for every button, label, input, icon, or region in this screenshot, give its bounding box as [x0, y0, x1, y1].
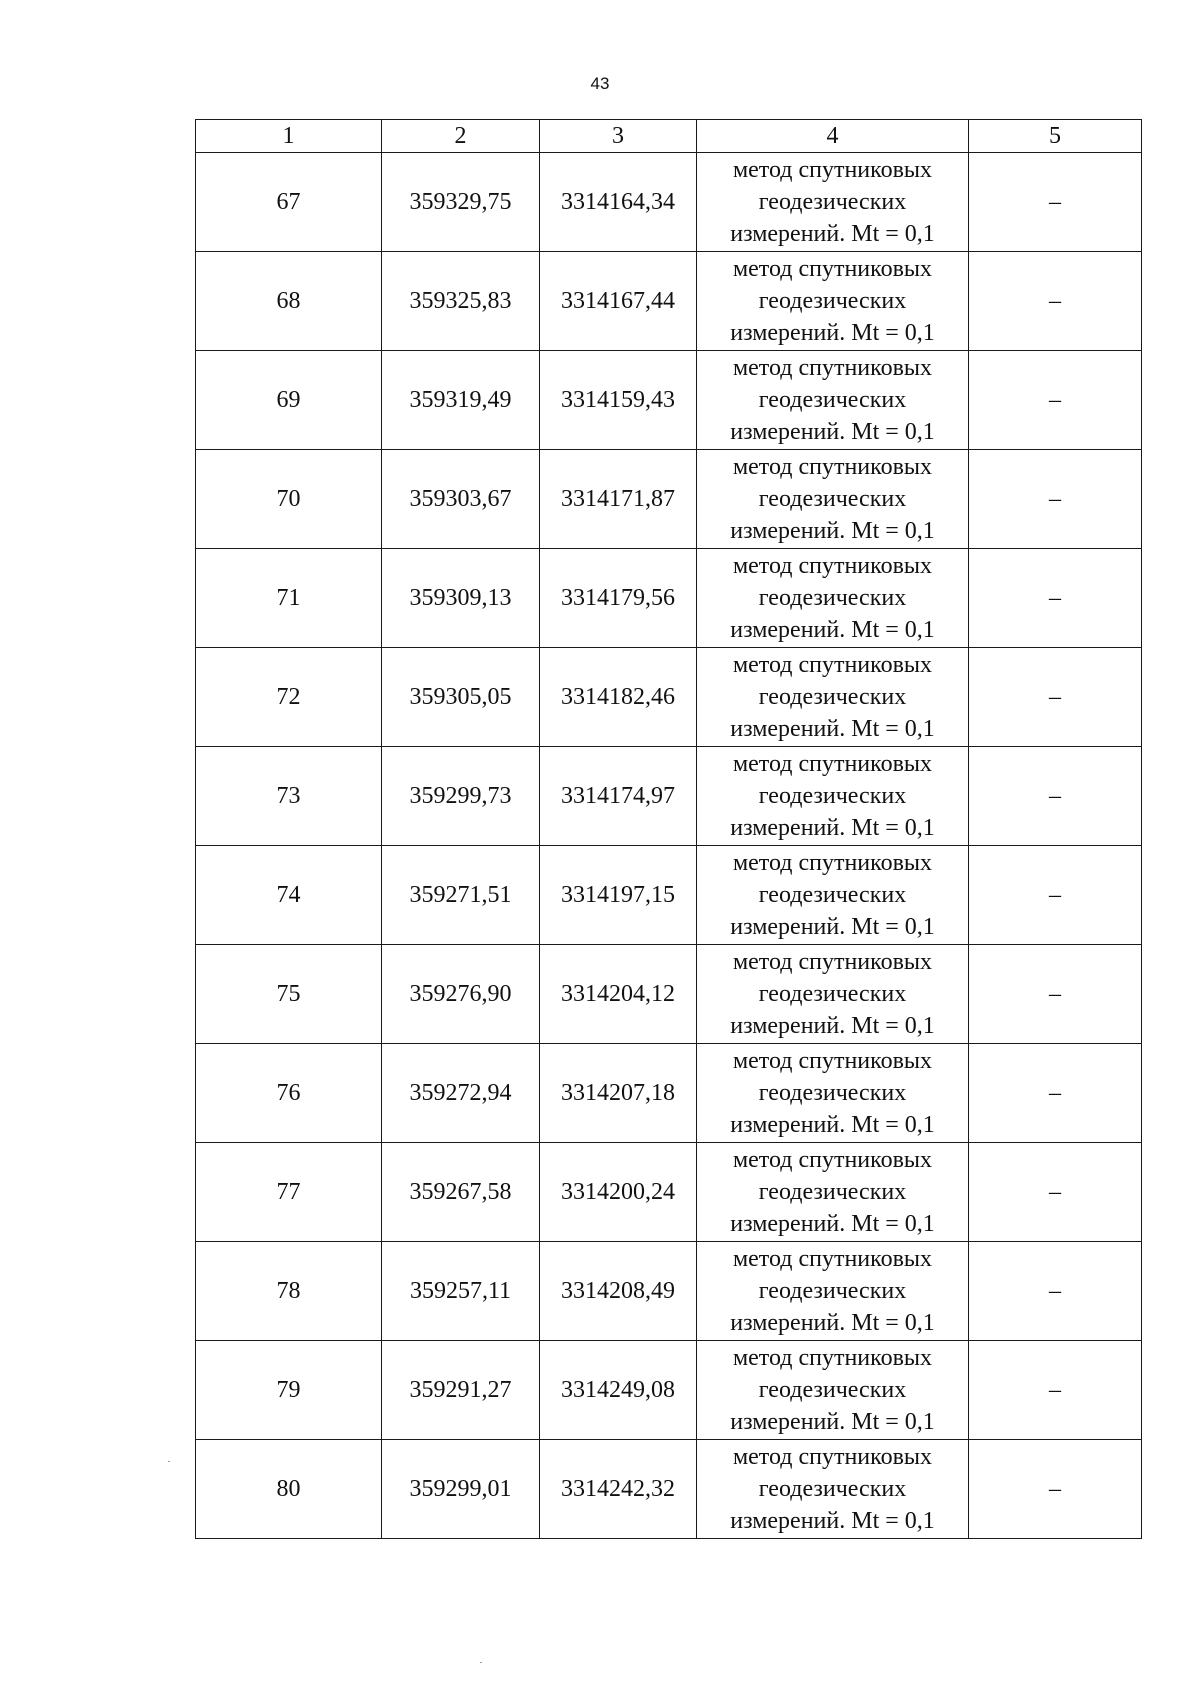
note-cell: –	[969, 1440, 1142, 1539]
method-cell	[697, 1440, 969, 1539]
x-coordinate-cell: 359325,83	[382, 252, 540, 351]
table-row	[196, 153, 1142, 252]
point-number-cell: 77	[196, 1143, 382, 1242]
method-line: геодезических	[758, 981, 907, 1007]
x-coordinate-cell: 359272,94	[382, 1044, 540, 1143]
header-col-2: 2	[382, 120, 540, 153]
method-line: геодезических	[758, 1476, 907, 1502]
point-number-cell: 75	[196, 945, 382, 1044]
method-line: геодезических	[758, 189, 907, 215]
method-line: измерений. Mt = 0,1	[730, 716, 935, 742]
note-cell: –	[969, 252, 1142, 351]
method-line: измерений. Mt = 0,1	[730, 617, 935, 643]
table-row	[196, 747, 1142, 846]
x-coordinate-cell: 359303,67	[382, 450, 540, 549]
method-cell	[697, 1143, 969, 1242]
method-line: метод спутниковых	[732, 1246, 933, 1272]
method-line: измерений. Mt = 0,1	[730, 1112, 935, 1138]
method-cell	[697, 747, 969, 846]
point-number-cell: 74	[196, 846, 382, 945]
method-cell	[697, 450, 969, 549]
point-number-cell: 69	[196, 351, 382, 450]
table-row	[196, 846, 1142, 945]
method-line: метод спутниковых	[732, 751, 933, 777]
point-number-cell: 68	[196, 252, 382, 351]
method-cell	[697, 1341, 969, 1440]
table-row	[196, 549, 1142, 648]
method-cell	[697, 252, 969, 351]
note-cell: –	[969, 945, 1142, 1044]
method-line: геодезических	[758, 1278, 907, 1304]
note-cell: –	[969, 153, 1142, 252]
point-number-cell: 71	[196, 549, 382, 648]
x-coordinate-cell: 359309,13	[382, 549, 540, 648]
y-coordinate-cell: 3314179,56	[540, 549, 697, 648]
method-line: геодезических	[758, 882, 907, 908]
method-line: метод спутниковых	[732, 1147, 933, 1173]
header-col-5: 5	[969, 120, 1142, 153]
y-coordinate-cell: 3314164,34	[540, 153, 697, 252]
y-coordinate-cell: 3314204,12	[540, 945, 697, 1044]
scan-speck	[168, 1461, 170, 1462]
method-line: измерений. Mt = 0,1	[730, 1409, 935, 1435]
method-cell	[697, 549, 969, 648]
method-line: геодезических	[758, 684, 907, 710]
y-coordinate-cell: 3314171,87	[540, 450, 697, 549]
x-coordinate-cell: 359271,51	[382, 846, 540, 945]
method-line: геодезических	[758, 1377, 907, 1403]
x-coordinate-cell: 359276,90	[382, 945, 540, 1044]
note-cell: –	[969, 1143, 1142, 1242]
method-cell	[697, 945, 969, 1044]
note-cell: –	[969, 648, 1142, 747]
method-line: метод спутниковых	[732, 652, 933, 678]
method-cell	[697, 153, 969, 252]
method-line: измерений. Mt = 0,1	[730, 1013, 935, 1039]
method-line: измерений. Mt = 0,1	[730, 320, 935, 346]
method-line: измерений. Mt = 0,1	[730, 914, 935, 940]
note-cell: –	[969, 549, 1142, 648]
header-col-3: 3	[540, 120, 697, 153]
method-cell	[697, 648, 969, 747]
scan-speck	[480, 1662, 482, 1663]
x-coordinate-cell: 359319,49	[382, 351, 540, 450]
x-coordinate-cell: 359299,01	[382, 1440, 540, 1539]
table-header	[196, 120, 1142, 153]
header-col-1: 1	[196, 120, 382, 153]
y-coordinate-cell: 3314249,08	[540, 1341, 697, 1440]
method-line: геодезических	[758, 486, 907, 512]
method-cell	[697, 1044, 969, 1143]
method-line: геодезических	[758, 288, 907, 314]
table-body	[196, 153, 1142, 1539]
method-line: метод спутниковых	[732, 157, 933, 183]
x-coordinate-cell: 359267,58	[382, 1143, 540, 1242]
y-coordinate-cell: 3314242,32	[540, 1440, 697, 1539]
note-cell: –	[969, 1341, 1142, 1440]
x-coordinate-cell: 359257,11	[382, 1242, 540, 1341]
point-number-cell: 79	[196, 1341, 382, 1440]
x-coordinate-cell: 359291,27	[382, 1341, 540, 1440]
method-line: метод спутниковых	[732, 355, 933, 381]
method-cell	[697, 1242, 969, 1341]
y-coordinate-cell: 3314174,97	[540, 747, 697, 846]
table-row	[196, 252, 1142, 351]
table-row	[196, 648, 1142, 747]
table-row	[196, 1242, 1142, 1341]
method-line: измерений. Mt = 0,1	[730, 1310, 935, 1336]
y-coordinate-cell: 3314197,15	[540, 846, 697, 945]
method-cell	[697, 846, 969, 945]
method-line: метод спутниковых	[732, 256, 933, 282]
method-line: измерений. Mt = 0,1	[730, 1508, 935, 1534]
method-line: геодезических	[758, 585, 907, 611]
y-coordinate-cell: 3314167,44	[540, 252, 697, 351]
method-line: геодезических	[758, 1080, 907, 1106]
note-cell: –	[969, 1044, 1142, 1143]
table-row	[196, 1341, 1142, 1440]
y-coordinate-cell: 3314182,46	[540, 648, 697, 747]
point-number-cell: 73	[196, 747, 382, 846]
header-col-4: 4	[697, 120, 969, 153]
method-line: измерений. Mt = 0,1	[730, 221, 935, 247]
table-row	[196, 351, 1142, 450]
table-row	[196, 1143, 1142, 1242]
method-line: измерений. Mt = 0,1	[730, 815, 935, 841]
note-cell: –	[969, 846, 1142, 945]
y-coordinate-cell: 3314208,49	[540, 1242, 697, 1341]
method-line: геодезических	[758, 1179, 907, 1205]
page-number: 43	[590, 74, 610, 93]
point-number-cell: 76	[196, 1044, 382, 1143]
note-cell: –	[969, 351, 1142, 450]
x-coordinate-cell: 359305,05	[382, 648, 540, 747]
method-line: метод спутниковых	[732, 949, 933, 975]
y-coordinate-cell: 3314207,18	[540, 1044, 697, 1143]
point-number-cell: 80	[196, 1440, 382, 1539]
coordinates-table	[195, 119, 1142, 1539]
method-line: метод спутниковых	[732, 1345, 933, 1371]
header-row	[196, 120, 1142, 153]
point-number-cell: 67	[196, 153, 382, 252]
point-number-cell: 72	[196, 648, 382, 747]
y-coordinate-cell: 3314200,24	[540, 1143, 697, 1242]
method-line: измерений. Mt = 0,1	[730, 419, 935, 445]
point-number-cell: 70	[196, 450, 382, 549]
method-line: метод спутниковых	[732, 1444, 933, 1470]
point-number-cell: 78	[196, 1242, 382, 1341]
table-row	[196, 1440, 1142, 1539]
y-coordinate-cell: 3314159,43	[540, 351, 697, 450]
note-cell: –	[969, 1242, 1142, 1341]
method-line: метод спутниковых	[732, 850, 933, 876]
method-line: метод спутниковых	[732, 454, 933, 480]
method-line: измерений. Mt = 0,1	[730, 1211, 935, 1237]
table-row	[196, 1044, 1142, 1143]
x-coordinate-cell: 359329,75	[382, 153, 540, 252]
note-cell: –	[969, 450, 1142, 549]
x-coordinate-cell: 359299,73	[382, 747, 540, 846]
method-line: измерений. Mt = 0,1	[730, 518, 935, 544]
method-line: геодезических	[758, 387, 907, 413]
method-line: метод спутниковых	[732, 1048, 933, 1074]
table-row	[196, 945, 1142, 1044]
method-line: метод спутниковых	[732, 553, 933, 579]
method-line: геодезических	[758, 783, 907, 809]
table-row	[196, 450, 1142, 549]
method-cell	[697, 351, 969, 450]
note-cell: –	[969, 747, 1142, 846]
